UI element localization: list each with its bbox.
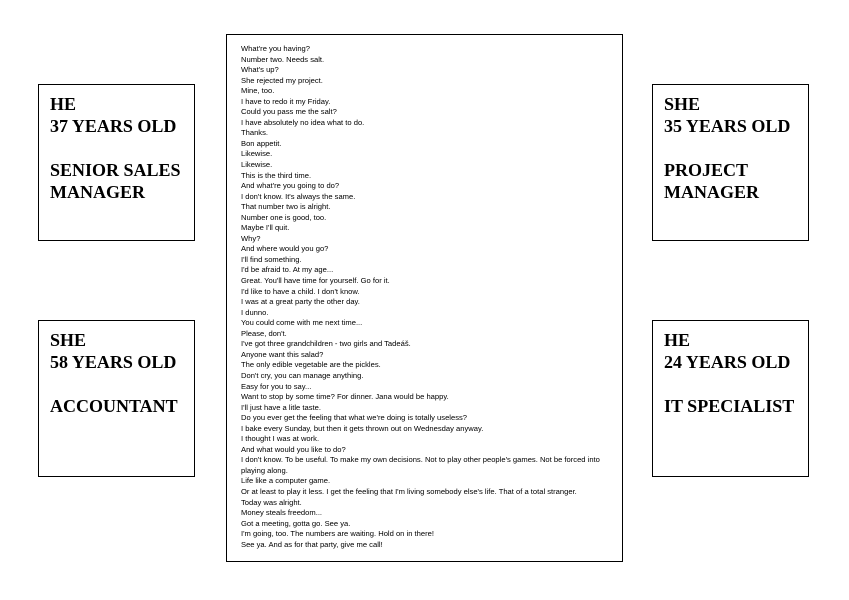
dialogue-line: She rejected my project.	[241, 75, 323, 85]
dialogue-line: Maybe I'll quit.	[241, 223, 290, 233]
dialogue-line: I dunno.	[241, 307, 269, 317]
dialogue-line: I'd be afraid to. At my age...	[241, 265, 334, 275]
dialogue-line: Could you pass me the salt?	[241, 107, 337, 117]
dialogue-line: Do you ever get the feeling that what we're doing is totally useless?	[241, 413, 468, 423]
dialogue-line: Anyone want this salad?	[241, 349, 324, 359]
card-age: 35 YEARS OLD	[664, 116, 791, 136]
dialogue-line: Or at least to play it less. I get the feeling that I'm living somebody else's life. That of a total stranger.	[241, 486, 577, 496]
card-age: 37 YEARS OLD	[50, 116, 177, 136]
dialogue-line: The only edible vegetable are the pickles.	[241, 360, 381, 370]
dialogue-line: I've got three grandchildren - two girls and Tadeáš.	[241, 339, 411, 349]
dialogue-line: Mine, too.	[241, 86, 275, 96]
dialogue-line: Don't cry, you can manage anything.	[241, 370, 364, 380]
character-card-he-24	[652, 320, 809, 477]
dialogue-line: This is the third time.	[241, 170, 312, 180]
character-card-she-35	[652, 84, 809, 241]
card-job: IT SPECIALIST	[664, 396, 795, 416]
dialogue-line: Life like a computer game.	[241, 476, 331, 486]
dialogue-line: I bake every Sunday, but then it gets thrown out on Wednesday anyway.	[241, 423, 484, 433]
dialogue-script	[226, 34, 623, 562]
dialogue-line: I'll find something.	[241, 254, 302, 264]
dialogue-line: Why?	[241, 233, 261, 243]
dialogue-line: You could come with me next time...	[241, 318, 363, 328]
dialogue-line: I don't know. It's always the same.	[241, 191, 356, 201]
character-card-he-37	[38, 84, 195, 241]
dialogue-line: Thanks.	[241, 128, 269, 138]
dialogue-line: Please, don't.	[241, 328, 287, 338]
card-job: ACCOUNTANT	[50, 396, 178, 416]
dialogue-line: See ya. And as for that party, give me call!	[241, 539, 383, 549]
dialogue-line: Number two. Needs salt.	[241, 54, 325, 64]
card-age: 58 YEARS OLD	[50, 352, 177, 372]
dialogue-line: Number one is good, too.	[241, 212, 327, 222]
card-gender: HE	[50, 94, 77, 114]
dialogue-line: I have absolutely no idea what to do.	[241, 117, 365, 127]
dialogue-line: Great. You'll have time for yourself. Go for it.	[241, 276, 390, 286]
dialogue-line: Likewise.	[241, 160, 273, 170]
dialogue-line: And what would you like to do?	[241, 444, 346, 454]
character-card-she-58	[38, 320, 195, 477]
dialogue-line: I don't know. To be useful. To make my own decisions. Not to play other people's games. Not be forced into playing along.	[241, 455, 600, 475]
card-gender: SHE	[664, 94, 701, 114]
dialogue-line: I was at a great party the other day.	[241, 297, 360, 307]
dialogue-line: Bon appetit.	[241, 138, 282, 148]
card-gender: SHE	[50, 330, 87, 350]
dialogue-line: I'm going, too. The numbers are waiting. Hold on in there!	[241, 529, 434, 539]
dialogue-line: That number two is alright.	[241, 202, 331, 212]
dialogue-line: Got a meeting, gotta go. See ya.	[241, 518, 351, 528]
dialogue-line: I thought I was at work.	[241, 434, 320, 444]
dialogue-line: And where would you go?	[241, 244, 329, 254]
dialogue-line: I'll just have a litle taste.	[241, 402, 321, 412]
dialogue-line: Today was alright.	[241, 497, 302, 507]
card-job: SENIOR SALES MANAGER	[50, 160, 181, 202]
card-job: PROJECT MANAGER	[664, 160, 759, 202]
card-age: 24 YEARS OLD	[664, 352, 791, 372]
dialogue-line: What's up?	[241, 65, 279, 75]
dialogue-line: What're you having?	[241, 44, 310, 53]
dialogue-line: And what're you going to do?	[241, 181, 340, 191]
dialogue-line: Money steals freedom...	[241, 508, 323, 518]
card-gender: HE	[664, 330, 691, 350]
dialogue-line: I'd like to have a child. I don't know.	[241, 286, 360, 296]
dialogue-line: Easy for you to say...	[241, 381, 312, 391]
dialogue-line: Want to stop by some time? For dinner. Jana would be happy.	[241, 392, 449, 402]
dialogue-line: I have to redo it my Friday.	[241, 96, 331, 106]
dialogue-line: Likewise.	[241, 149, 273, 159]
